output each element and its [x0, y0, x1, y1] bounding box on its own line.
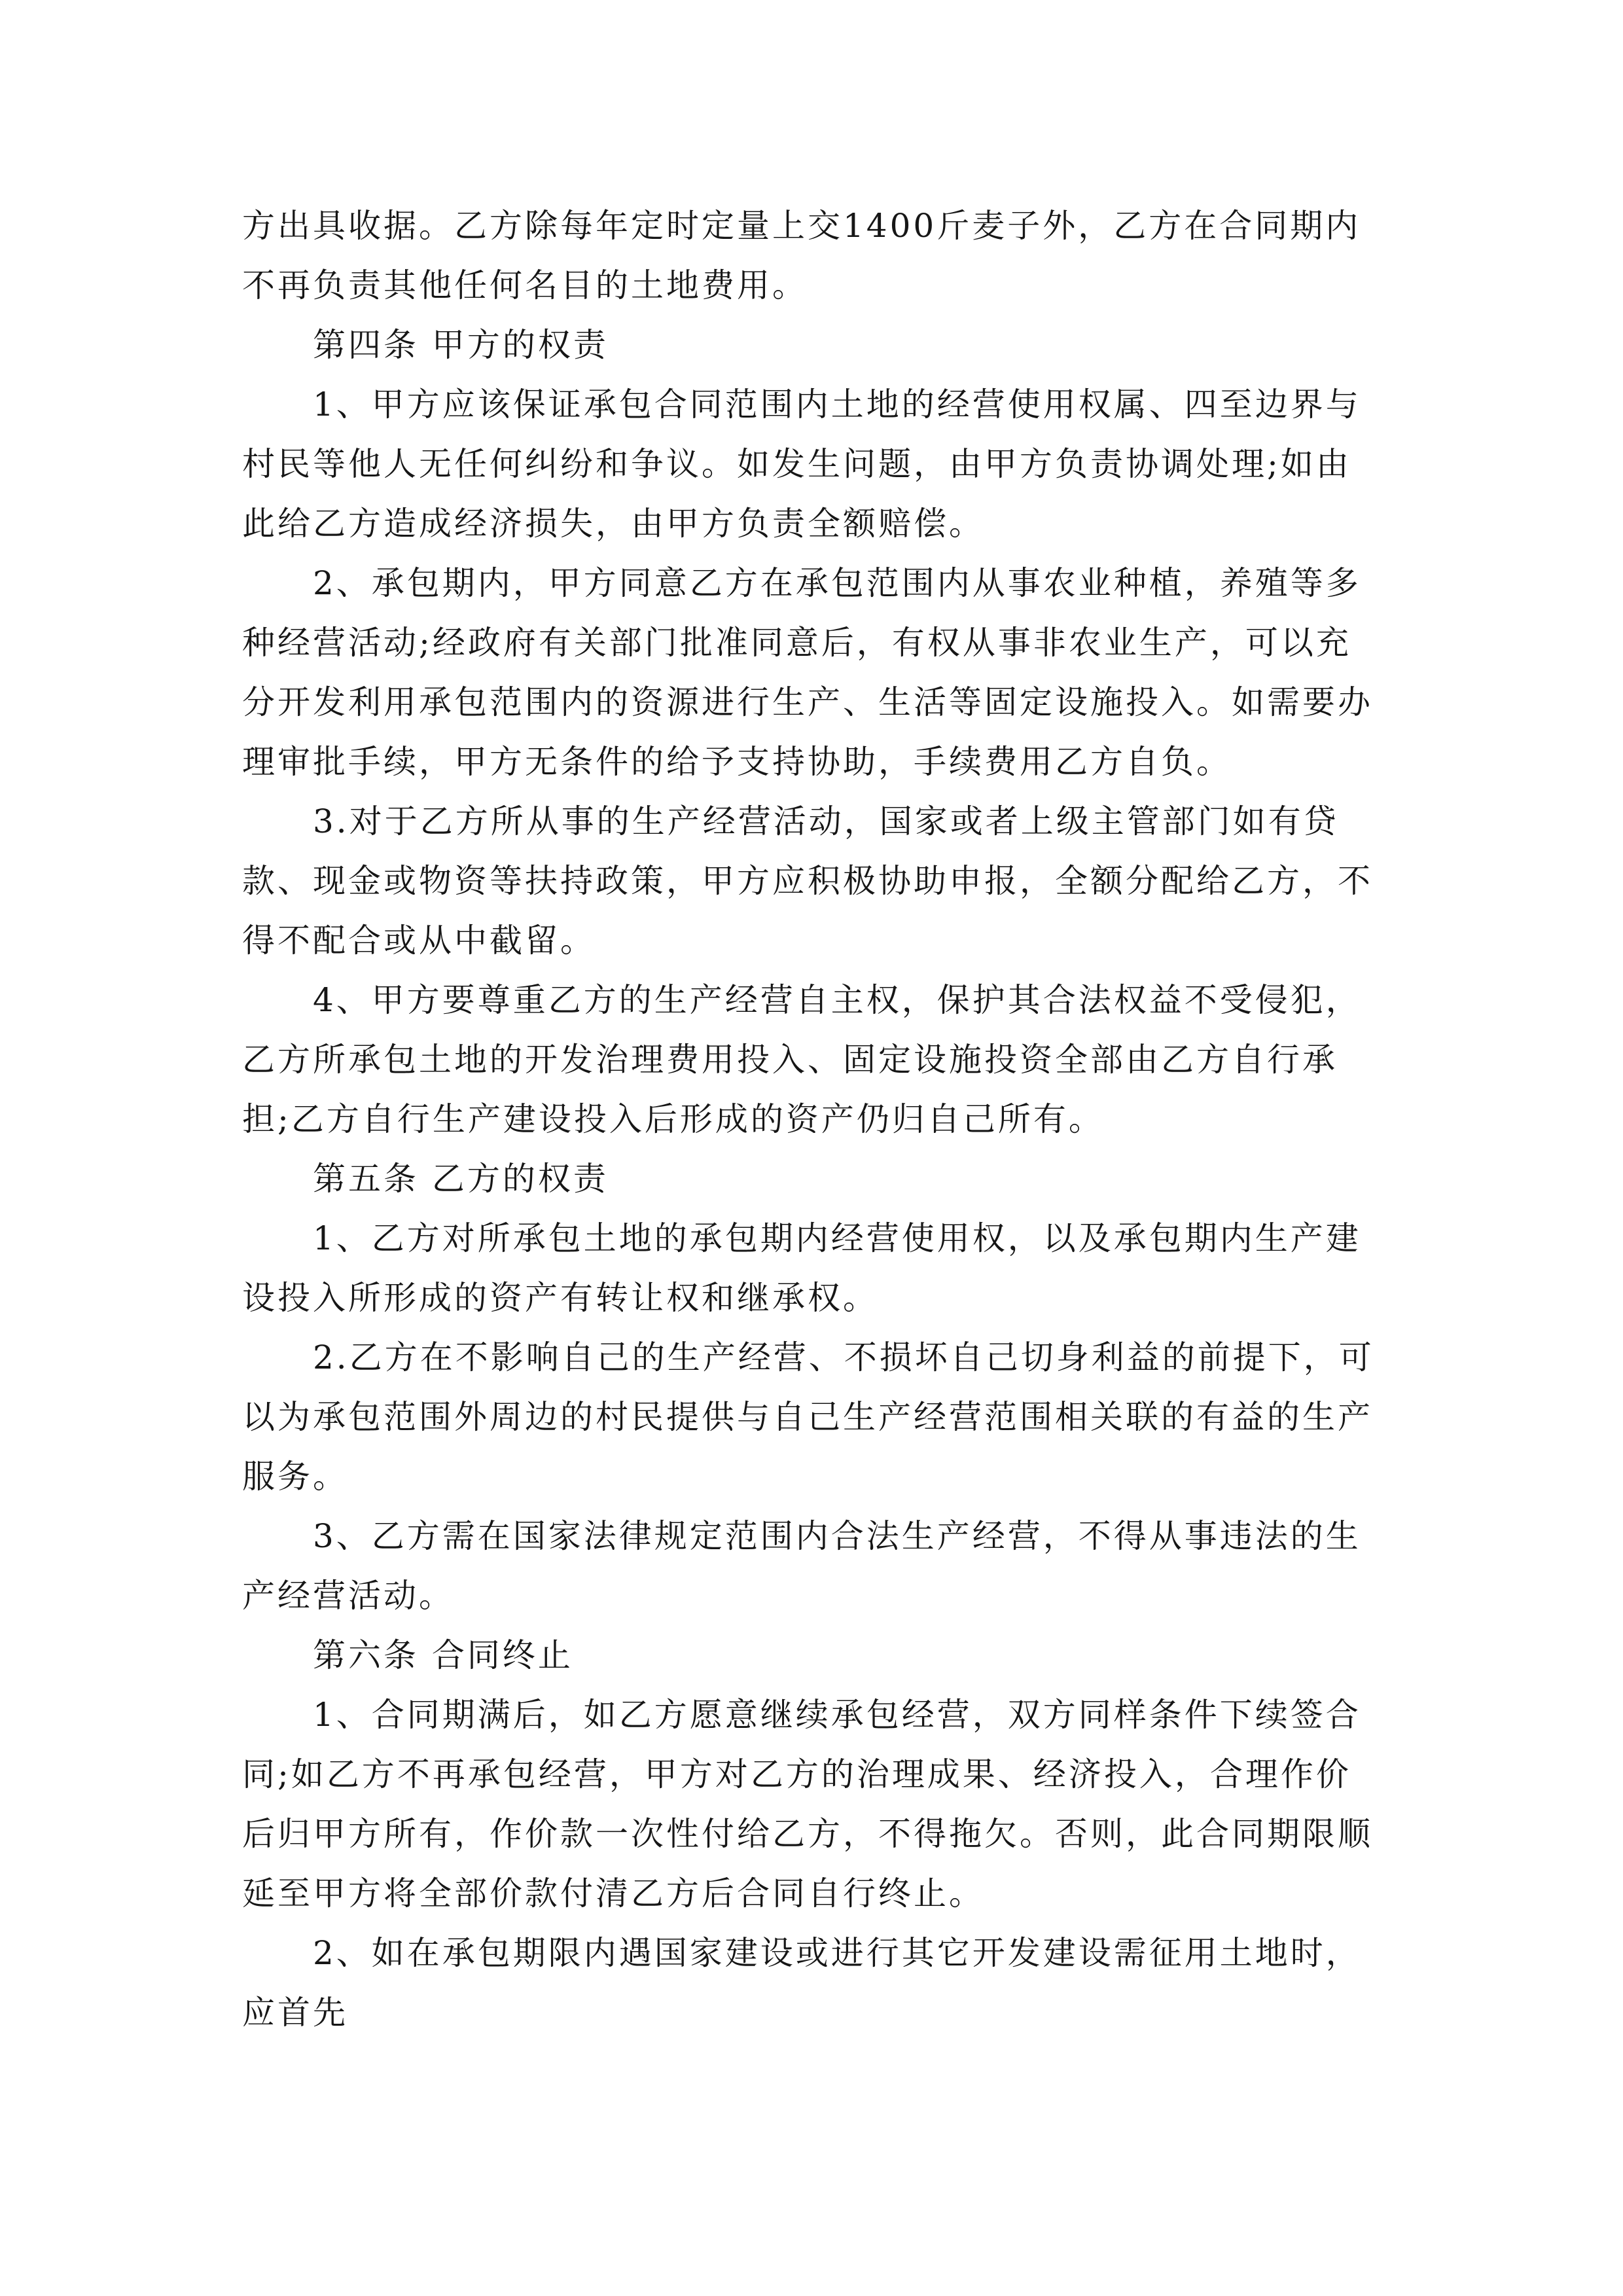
paragraph-article-4-item-3: 3.对于乙方所从事的生产经营活动，国家或者上级主管部门如有贷款、现金或物资等扶持政策，甲方应积极协助申报，全额分配给乙方，不得不配合或从中截留。	[242, 802, 1373, 960]
paragraph-article-5-item-2: 2.乙方在不影响自己的生产经营、不损坏自己切身利益的前提下，可以为承包范围外周边的村民提供与自己生产经营范围相关联的有益的生产服务。	[242, 1338, 1374, 1496]
document-body	[242, 196, 1381, 2043]
section-heading-article-5: 第五条 乙方的权责	[313, 1160, 609, 1198]
paragraph-article-4-item-2: 2、承包期内，甲方同意乙方在承包范围内从事农业种植，养殖等多种经营活动;经政府有关部门批准同意后，有权从事非农业生产，可以充分开发利用承包范围内的资源进行生产、生活等固定设施投入。如需要办理审批手续，甲方无条件的给予支持协助，手续费用乙方自负。	[242, 564, 1373, 781]
paragraph-article-4-item-1: 1、甲方应该保证承包合同范围内土地的经营使用权属、四至边界与村民等他人无任何纠纷和争议。如发生问题，由甲方负责协调处理;如由此给乙方造成经济损失，由甲方负责全额赔偿。	[242, 386, 1361, 543]
paragraph-article-5-item-3: 3、乙方需在国家法律规定范围内合法生产经营，不得从事违法的生产经营活动。	[242, 1517, 1361, 1615]
paragraph-article-6-item-2: 2、如在承包期限内遇国家建设或进行其它开发建设需征用土地时，应首先	[242, 1934, 1361, 2032]
paragraph-continuation: 方出具收据。乙方除每年定时定量上交1400斤麦子外，乙方在合同期内不再负责其他任何名目的土地费用。	[242, 207, 1361, 304]
paragraph-article-6-item-1: 1、合同期满后，如乙方愿意继续承包经营，双方同样条件下续签合同;如乙方不再承包经营，甲方对乙方的治理成果、经济投入，合理作价后归甲方所有，作价款一次性付给乙方，不得拖欠。否则，此合同期限顺延至甲方将全部价款付清乙方后合同自行终止。	[242, 1696, 1373, 1912]
section-heading-article-4: 第四条 甲方的权责	[313, 326, 609, 364]
paragraph-article-5-item-1: 1、乙方对所承包土地的承包期内经营使用权，以及承包期内生产建设投入所形成的资产有转让权和继承权。	[242, 1219, 1361, 1317]
paragraph-article-4-item-4: 4、甲方要尊重乙方的生产经营自主权，保护其合法权益不受侵犯，乙方所承包土地的开发治理费用投入、固定设施投资全部由乙方自行承担;乙方自行生产建设投入后形成的资产仍归自己所有。	[242, 981, 1361, 1138]
section-heading-article-6: 第六条 合同终止	[313, 1636, 573, 1674]
